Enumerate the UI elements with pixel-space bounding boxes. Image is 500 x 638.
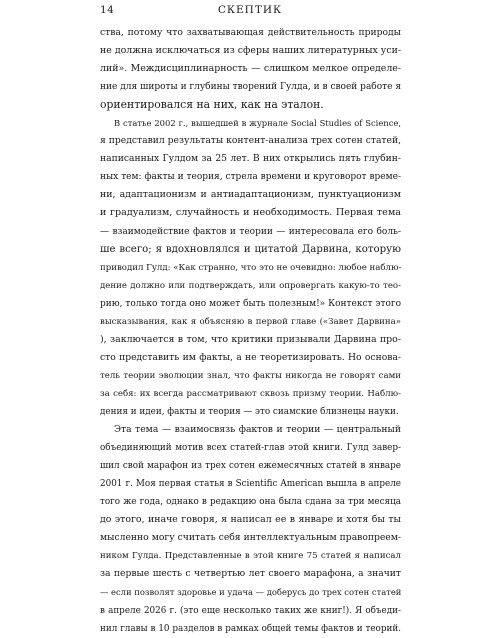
text-line: ных тем: факты и теория, стрела времени и круговорот време-	[100, 172, 401, 183]
text-line: 2001 г. Моя первая статья в Scientific American вышла в апреле	[100, 479, 401, 490]
text-line: Эта тема — взаимосвязь фактов и теории — центральный	[114, 424, 401, 436]
text-line: объединяющий мотив всех статей-глав этой книги. Гулд завер-	[100, 443, 401, 454]
text-line: за себя: их всегда рассматривают сквозь призму теории. Наблю-	[100, 388, 401, 399]
text-line: я представил результаты контент-анализа трех сотен статей,	[100, 135, 401, 147]
running-title: СКЕПТИК	[217, 4, 283, 16]
running-head	[100, 4, 400, 18]
text-line: нил главы в 10 разделов в рамках общей темы фактов и теорий.	[100, 623, 401, 634]
text-line: — взаимодействие фактов и теории — интересовала его боль-	[100, 226, 401, 237]
text-line: не должна исключаться из сферы наших литературных уси-	[100, 45, 401, 57]
text-line: ориентировался на них, как на эталон.	[100, 98, 324, 112]
page-number: 14	[100, 4, 115, 16]
text-line: ), заключается в том, что критики призывали Дарвина про-	[100, 333, 401, 345]
text-line: дения и идеи, факты и теория — это сиамские близнецы науки.	[100, 406, 399, 417]
text-line: ни, адаптационизм и антиадаптационизм, пунктуационизм	[100, 189, 401, 201]
text-line: мысленно могу считать себя интеллектуальным правопреем-	[100, 532, 401, 544]
text-line: до этого, иначе говоря, я написал ее в январе и хотя бы ты	[100, 514, 401, 526]
text-line: В статье 2002 г., вышедшей в журнале Social Studies of Science,	[114, 118, 401, 129]
text-line: ше всего; я вдохновлялся и цитатой Дарвина, которую	[100, 243, 401, 255]
text-line: шил свой марафон из трех сотен ежемесячных статей в январе	[100, 461, 401, 472]
text-line: ства, потому что захватывающая действительность природы	[100, 27, 401, 38]
text-line: рию, только тогда оно может быть полезным!» Контекст этого	[100, 298, 401, 309]
text-line: тель теории эволюции знал, что факты никогда не говорят сами	[100, 370, 401, 381]
text-line: — если позволят здоровье и удача — доберусь до трех сотен статей	[100, 587, 401, 598]
text-line: за первые шесть с четвертью лет своего марафона, а значит	[100, 568, 401, 580]
text-line: ние для широты и глубины творений Гулда, и в своей работе я	[100, 82, 401, 93]
text-line: написанных Гулдом за 25 лет. В них открылись пять глубин-	[100, 153, 401, 165]
text-line: дение должно или подтверждать, или опровергать какую-то тео-	[100, 280, 401, 291]
body-text	[100, 24, 401, 638]
text-line: и градуализм, случайность и необходимость. Первая тема	[100, 207, 401, 219]
text-line: того же года, однако в редакцию она была сдана за три месяца	[100, 497, 401, 508]
text-line: сто представить им факты, а не теоретизировать. Но основа-	[100, 351, 401, 363]
text-line: ником Гулда. Представленные в этой книге 75 статей я написал	[100, 551, 401, 562]
text-line: в апреле 2026 г. (это еще несколько таких же книг!). Я объеди-	[100, 605, 401, 616]
text-line: высказывания, как я объясняю в первой главе («Завет Дарвина»	[100, 316, 401, 327]
text-line: лий». Междисциплинарность — слишком мелкое определе-	[100, 63, 401, 75]
text-line: приводил Гулд: «Как странно, что это не очевидно: любое наблю-	[100, 262, 401, 273]
